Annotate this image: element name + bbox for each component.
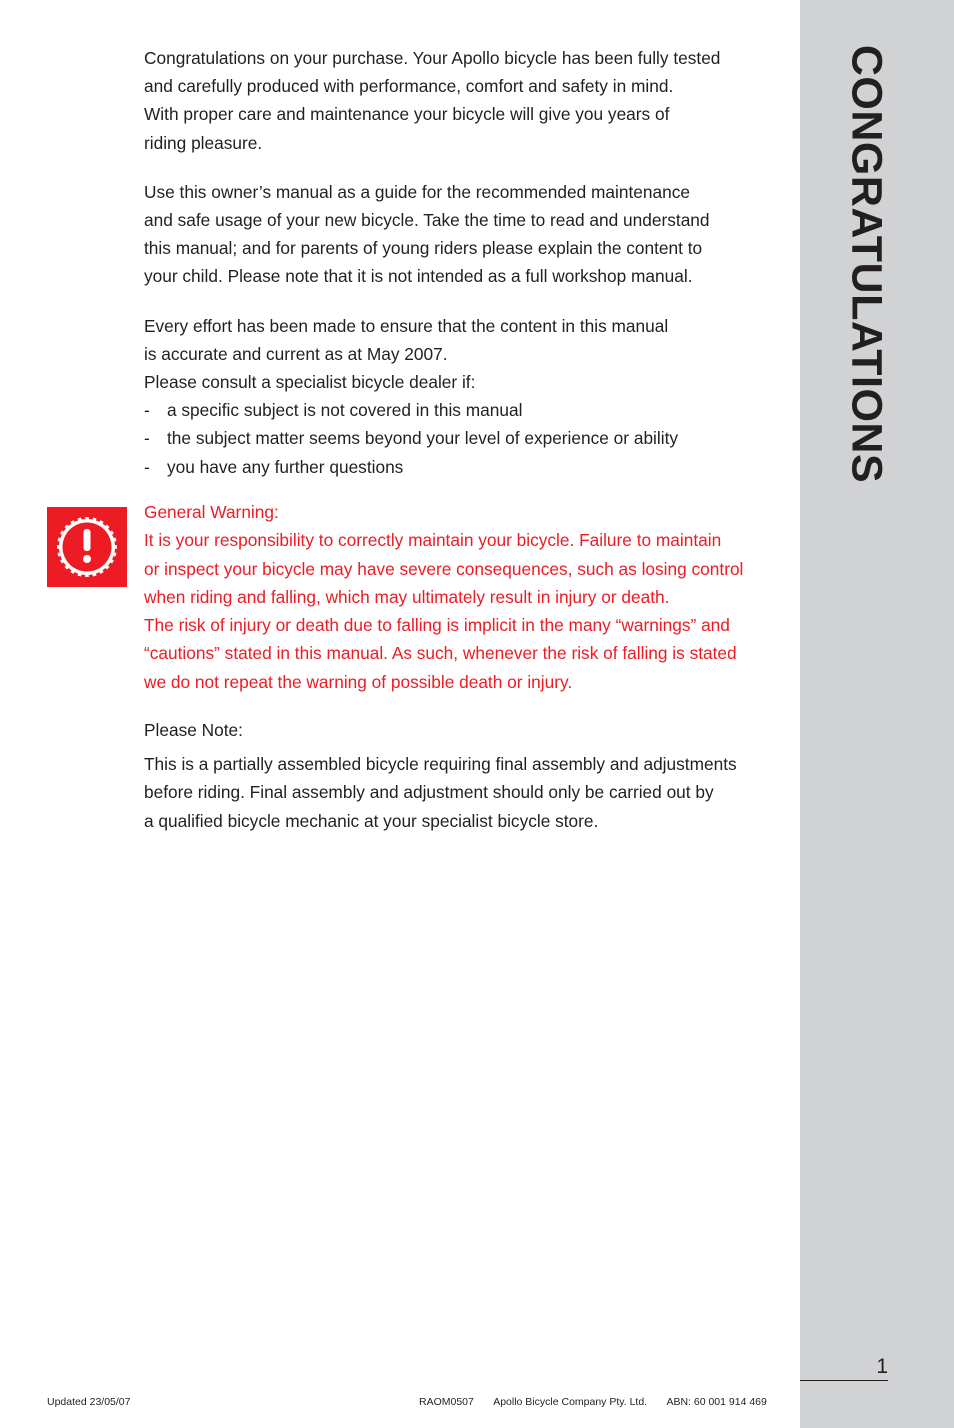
accuracy-line: is accurate and current as at May 2007. (144, 343, 448, 364)
accuracy-paragraph (144, 312, 792, 481)
manual-usage-line: your child. Please note that it is not intended as a full workshop manual. (144, 266, 693, 287)
bullet-marker: - (144, 400, 150, 421)
warning-line: we do not repeat the warning of possible death or injury. (144, 671, 573, 692)
list-item (144, 453, 792, 481)
bullet-marker: - (144, 428, 150, 449)
note-line: before riding. Final assembly and adjustment should only be carried out by (144, 782, 714, 803)
page-number: 1 (876, 1355, 888, 1378)
warning-line: “cautions” stated in this manual. As such, whenever the risk of falling is stated (144, 643, 737, 664)
main-content (144, 44, 792, 502)
manual-usage-line: Use this owner’s manual as a guide for the recommended maintenance (144, 181, 690, 202)
bullet-marker: - (144, 456, 150, 477)
list-item-text: you have any further questions (167, 456, 404, 477)
page-number-rule (800, 1380, 888, 1381)
manual-usage-line: and safe usage of your new bicycle. Take the time to read and understand (144, 210, 710, 231)
accuracy-line: Every effort has been made to ensure that the content in this manual (144, 315, 669, 336)
manual-usage-line: this manual; and for parents of young riders please explain the content to (144, 238, 703, 259)
footer-abn: ABN: 60 001 914 469 (666, 1396, 767, 1408)
footer-code: RAOM0507 (419, 1396, 474, 1408)
footer-updated: Updated 23/05/07 (47, 1396, 131, 1408)
intro-paragraph (144, 44, 792, 157)
intro-line: With proper care and maintenance your bicycle will give you years of (144, 104, 670, 125)
footer-company: Apollo Bicycle Company Pty. Ltd. (493, 1396, 648, 1408)
manual-usage-paragraph (144, 178, 792, 291)
exclamation-gear-icon (47, 507, 127, 587)
intro-line: Congratulations on your purchase. Your Apollo bicycle has been fully tested (144, 48, 721, 68)
note-heading: Please Note: (144, 720, 243, 740)
warning-heading: General Warning: (144, 502, 279, 522)
note-line: a qualified bicycle mechanic at your specialist bicycle store. (144, 810, 599, 831)
accuracy-line: Please consult a specialist bicycle dealer if: (144, 372, 476, 393)
list-item (144, 424, 792, 452)
warning-line: The risk of injury or death due to falling is implicit in the many “warnings” and (144, 615, 730, 636)
general-warning (144, 498, 794, 696)
warning-line: when riding and falling, which may ultimately result in injury or death. (144, 586, 670, 607)
warning-line: It is your responsibility to correctly maintain your bicycle. Failure to maintain (144, 530, 722, 551)
list-item-text: the subject matter seems beyond your level of experience or ability (167, 428, 679, 449)
dealer-reasons-list (144, 396, 792, 481)
footer-info (419, 1396, 767, 1408)
intro-line: riding pleasure. (144, 132, 263, 153)
intro-line: and carefully produced with performance, comfort and safety in mind. (144, 76, 674, 97)
section-title: CONGRATULATIONS (842, 44, 891, 484)
please-note (144, 716, 794, 835)
warning-line: or inspect your bicycle may have severe consequences, such as losing control (144, 558, 744, 579)
note-line: This is a partially assembled bicycle requiring final assembly and adjustments (144, 754, 737, 775)
list-item (144, 396, 792, 424)
list-item-text: a specific subject is not covered in this manual (167, 400, 523, 421)
